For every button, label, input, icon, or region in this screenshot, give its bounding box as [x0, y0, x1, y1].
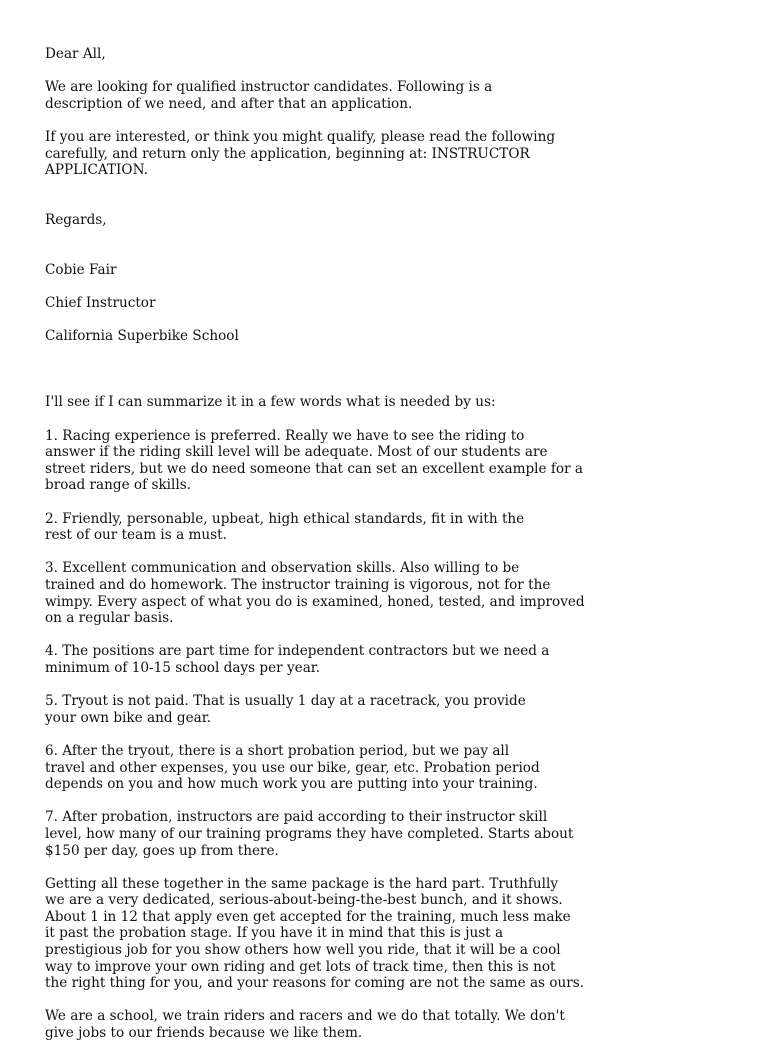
letter-document: [45, 46, 745, 1058]
instructions-paragraph: If you are interested, or think you might qualify, please read the following carefully, and return only the application, beginning at: INSTRUCTOR APPLICATION.: [45, 128, 556, 179]
requirement-item: 5. Tryout is not paid. That is usually 1 day at a racetrack, you provide your own bike and gear.: [45, 693, 526, 726]
conclusion-paragraph: Getting all these together in the same package is the hard part. Truthfully we are a very dedicated, serious-about-being-the-best bunch, and it shows. About 1 in 12 that apply even get accepted for the training, much less make it past the probation stage. If you have it in mind that this is just a prestigious job for you show others how well you ride, that it will be a cool way to improve your own riding and get lots of track time, then this is not the right thing for you, and your reasons for coming are not the same as ours.: [45, 875, 585, 992]
requirement-item: 7. After probation, instructors are paid according to their instructor skill level, how many of our training programs they have completed. Starts about $150 per day, goes up from there.: [45, 809, 574, 859]
requirement-item: 6. After the tryout, there is a short probation period, but we pay all travel and other expenses, you use our bike, gear, etc. Probation period depends on you and how much work you are putting into your training.: [45, 742, 540, 793]
requirement-item: 2. Friendly, personable, upbeat, high ethical standards, fit in with the rest of our team is a must.: [45, 510, 525, 544]
requirement-item: 3. Excellent communication and observation skills. Also willing to be trained and do homework. The instructor training is vigorous, not for the wimpy. Every aspect of what you do is examined, honed, tested, and improved on a regular basis.: [45, 560, 585, 627]
requirement-item: 1. Racing experience is preferred. Really we have to see the riding to answer if the riding skill level will be adequate. Most of our students are street riders, but we do need someone that can set an excellent example for a broad range of skills.: [45, 427, 584, 494]
signature-organization: California Superbike School: [45, 328, 239, 345]
signature-name: Cobie Fair: [45, 261, 117, 278]
salutation: Dear All,: [45, 46, 106, 62]
intro-paragraph: We are looking for qualified instructor candidates. Following is a description of we need, and after that an application.: [45, 79, 493, 112]
summary-intro: I'll see if I can summarize it in a few words what is needed by us:: [45, 394, 496, 411]
final-paragraph: We are a school, we train riders and racers and we do that totally. We don't give jobs to our friends because we like them.: [45, 1008, 565, 1042]
closing: Regards,: [45, 211, 107, 228]
requirement-item: 4. The positions are part time for independent contractors but we need a minimum of 10-15 school days per year.: [45, 643, 550, 676]
signature-title: Chief Instructor: [45, 294, 156, 311]
signature-block: [45, 245, 745, 361]
